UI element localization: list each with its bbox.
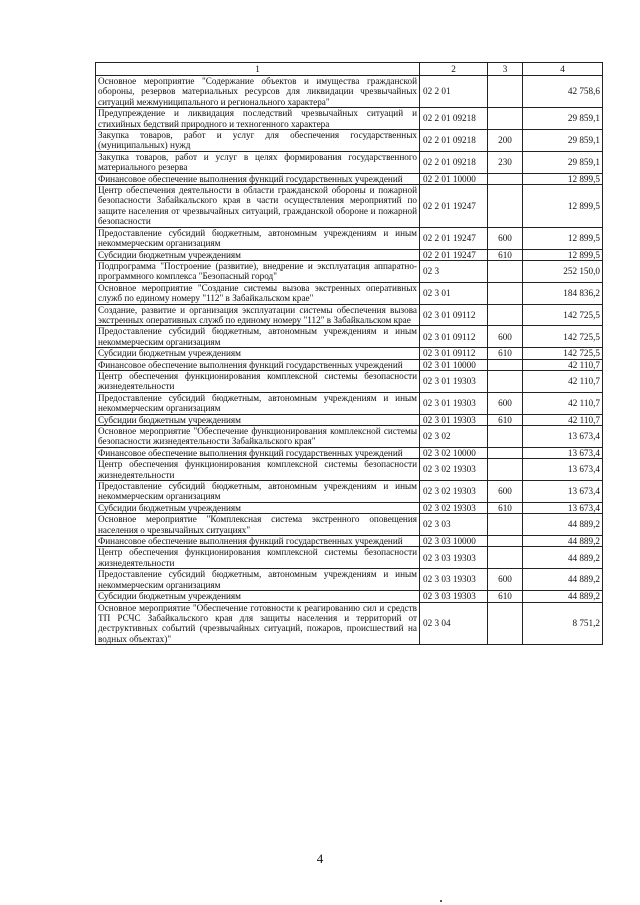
table-row [96,304,603,326]
row-amount: 29 859,1 [523,130,603,152]
row-expense-type: 610 [488,591,523,602]
table-row [96,260,603,282]
row-code: 02 3 01 09112 [420,304,488,326]
row-amount: 13 673,4 [523,447,603,458]
table-row [96,151,603,173]
row-name: Субсидии бюджетным учреждениям [96,414,420,425]
row-code: 02 3 03 19303 [420,547,488,569]
row-amount: 29 859,1 [523,151,603,173]
row-code: 02 2 01 19247 [420,185,488,228]
row-amount: 12 899,5 [523,249,603,260]
row-amount: 44 889,2 [523,547,603,569]
row-code: 02 2 01 09218 [420,108,488,130]
table-row [96,426,603,448]
row-name: Субсидии бюджетным учреждениям [96,591,420,602]
row-code: 02 2 01 09218 [420,130,488,152]
row-expense-type: 610 [488,502,523,513]
row-code: 02 2 01 19247 [420,249,488,260]
row-expense-type: 600 [488,569,523,591]
header-col-4: 4 [523,63,603,76]
row-amount: 42 110,7 [523,359,603,370]
row-amount: 12 899,5 [523,227,603,249]
row-amount: 142 725,5 [523,348,603,359]
row-expense-type: 610 [488,348,523,359]
table-row [96,185,603,228]
row-code: 02 3 02 [420,426,488,448]
row-expense-type [488,108,523,130]
row-code: 02 3 [420,260,488,282]
row-amount: 13 673,4 [523,502,603,513]
row-amount: 142 725,5 [523,304,603,326]
row-expense-type [488,173,523,184]
row-amount: 44 889,2 [523,569,603,591]
row-code: 02 2 01 [420,76,488,108]
table-row [96,227,603,249]
row-name: Финансовое обеспечение выполнения функций государственных учреждений [96,447,420,458]
header-col-2: 2 [420,63,488,76]
row-code: 02 2 01 19247 [420,227,488,249]
row-expense-type: 600 [488,326,523,348]
row-code: 02 2 01 09218 [420,151,488,173]
row-expense-type: 600 [488,227,523,249]
row-amount: 142 725,5 [523,326,603,348]
row-code: 02 3 01 19303 [420,392,488,414]
table-row [96,326,603,348]
row-code: 02 3 02 19303 [420,502,488,513]
table-row [96,514,603,536]
row-expense-type: 230 [488,151,523,173]
row-expense-type [488,370,523,392]
row-name: Основное мероприятие "Комплексная система экстренного оповещения населения о чрезвычайных ситуациях" [96,514,420,536]
row-name: Закупка товаров, работ и услуг в целях формирования государственного материального резерва [96,151,420,173]
table-row [96,173,603,184]
row-code: 02 3 02 19303 [420,459,488,481]
row-expense-type: 610 [488,414,523,425]
row-amount: 8 751,2 [523,602,603,645]
row-name: Центр обеспечения функционирования комплексной системы безопасности жизнедеятельности [96,370,420,392]
table-row [96,348,603,359]
row-expense-type [488,514,523,536]
row-name: Основное мероприятие "Обеспечение функционирования комплексной системы безопасности жизнедеятельности Забайкальского края" [96,426,420,448]
row-amount: 42 110,7 [523,392,603,414]
row-expense-type [488,547,523,569]
row-code: 02 3 01 19303 [420,414,488,425]
row-name: Основное мероприятие "Обеспечение готовности к реагированию сил и средств ТП РСЧС Забайкальского края для защиты населения и территорий от деструктивных событий (чрезвычайных ситуаций, пожаров, происшествий на водных объектах)" [96,602,420,645]
row-amount: 44 889,2 [523,591,603,602]
row-amount: 13 673,4 [523,481,603,503]
row-amount: 13 673,4 [523,459,603,481]
row-expense-type [488,426,523,448]
row-name: Основное мероприятие "Создание системы вызова экстренных оперативных служб по единому номеру "112" в Забайкальском крае" [96,282,420,304]
row-amount: 13 673,4 [523,426,603,448]
table-row [96,547,603,569]
row-name: Закупка товаров, работ и услуг для обеспечения государственных (муниципальных) нужд [96,130,420,152]
row-name: Предупреждение и ликвидация последствий чрезвычайных ситуаций и стихийных бедствий природного и техногенного характера [96,108,420,130]
row-code: 02 3 04 [420,602,488,645]
row-name: Предоставление субсидий бюджетным, автономным учреждениям и иным некоммерческим организациям [96,481,420,503]
row-name: Подпрограмма "Построение (развитие), внедрение и эксплуатация аппаратно-программного комплекса "Безопасный город" [96,260,420,282]
table-row [96,130,603,152]
row-expense-type [488,76,523,108]
row-expense-type: 610 [488,249,523,260]
row-amount: 42 110,7 [523,414,603,425]
row-name: Субсидии бюджетным учреждениям [96,348,420,359]
row-name: Финансовое обеспечение выполнения функций государственных учреждений [96,536,420,547]
row-name: Предоставление субсидий бюджетным, автономным учреждениям и иным некоммерческим организациям [96,326,420,348]
row-code: 02 3 01 10000 [420,359,488,370]
row-name: Предоставление субсидий бюджетным, автономным учреждениям и иным некоммерческим организациям [96,227,420,249]
row-expense-type: 200 [488,130,523,152]
table-row [96,414,603,425]
row-name: Субсидии бюджетным учреждениям [96,502,420,513]
row-code: 02 3 01 09112 [420,348,488,359]
row-expense-type: 600 [488,392,523,414]
table-row [96,569,603,591]
table-row [96,370,603,392]
page-number: 4 [316,851,324,866]
table-row [96,76,603,108]
row-code: 02 3 03 [420,514,488,536]
row-code: 02 3 03 19303 [420,569,488,591]
row-expense-type [488,359,523,370]
row-code: 02 3 01 09112 [420,326,488,348]
header-col-3: 3 [488,63,523,76]
budget-table [95,62,603,645]
header-col-1: 1 [96,63,420,76]
row-code: 02 3 01 [420,282,488,304]
table-row [96,481,603,503]
row-amount: 42 758,6 [523,76,603,108]
row-amount: 29 859,1 [523,108,603,130]
row-expense-type [488,602,523,645]
table-header-row [96,63,603,76]
table-row [96,359,603,370]
row-code: 02 2 01 10000 [420,173,488,184]
row-amount: 252 150,0 [523,260,603,282]
table-row [96,536,603,547]
row-name: Субсидии бюджетным учреждениям [96,249,420,260]
row-name: Центр обеспечения функционирования комплексной системы безопасности жизнедеятельности [96,459,420,481]
row-amount: 12 899,5 [523,185,603,228]
table-row [96,392,603,414]
row-name: Центр обеспечения функционирования комплексной системы безопасности жизнедеятельности [96,547,420,569]
row-expense-type [488,282,523,304]
row-amount: 44 889,2 [523,514,603,536]
row-expense-type [488,536,523,547]
row-expense-type [488,459,523,481]
row-name: Предоставление субсидий бюджетным, автономным учреждениям и иным некоммерческим организациям [96,392,420,414]
row-expense-type [488,304,523,326]
row-code: 02 3 02 19303 [420,481,488,503]
table-row [96,591,603,602]
row-name: Основное мероприятие "Содержание объектов и имущества гражданской обороны, резервов материальных ресурсов для ликвидации чрезвычайных ситуаций межмуниципального и регионального характера" [96,76,420,108]
row-amount: 42 110,7 [523,370,603,392]
row-amount: 12 899,5 [523,173,603,184]
row-name: Финансовое обеспечение выполнения функций государственных учреждений [96,173,420,184]
row-name: Центр обеспечения деятельности в области гражданской обороны и пожарной безопасности Забайкальского края в части осуществления мероприятий по защите населения от чрезвычайных ситуаций, гражданской обороне и пожарной безопасности [96,185,420,228]
table-row [96,447,603,458]
table-row [96,249,603,260]
row-expense-type [488,447,523,458]
row-code: 02 3 02 10000 [420,447,488,458]
scan-dot [440,900,442,902]
row-amount: 44 889,2 [523,536,603,547]
table-row [96,459,603,481]
table-row [96,602,603,645]
row-name: Финансовое обеспечение выполнения функций государственных учреждений [96,359,420,370]
row-code: 02 3 01 19303 [420,370,488,392]
table-row [96,502,603,513]
row-expense-type [488,260,523,282]
row-expense-type: 600 [488,481,523,503]
table-row [96,108,603,130]
row-code: 02 3 03 19303 [420,591,488,602]
row-name: Создание, развитие и организация эксплуатации системы обеспечения вызова экстренных оперативных служб по единому номеру "112" в Забайкальском крае [96,304,420,326]
row-name: Предоставление субсидий бюджетным, автономным учреждениям и иным некоммерческим организациям [96,569,420,591]
row-expense-type [488,185,523,228]
row-code: 02 3 03 10000 [420,536,488,547]
row-amount: 184 836,2 [523,282,603,304]
table-row [96,282,603,304]
